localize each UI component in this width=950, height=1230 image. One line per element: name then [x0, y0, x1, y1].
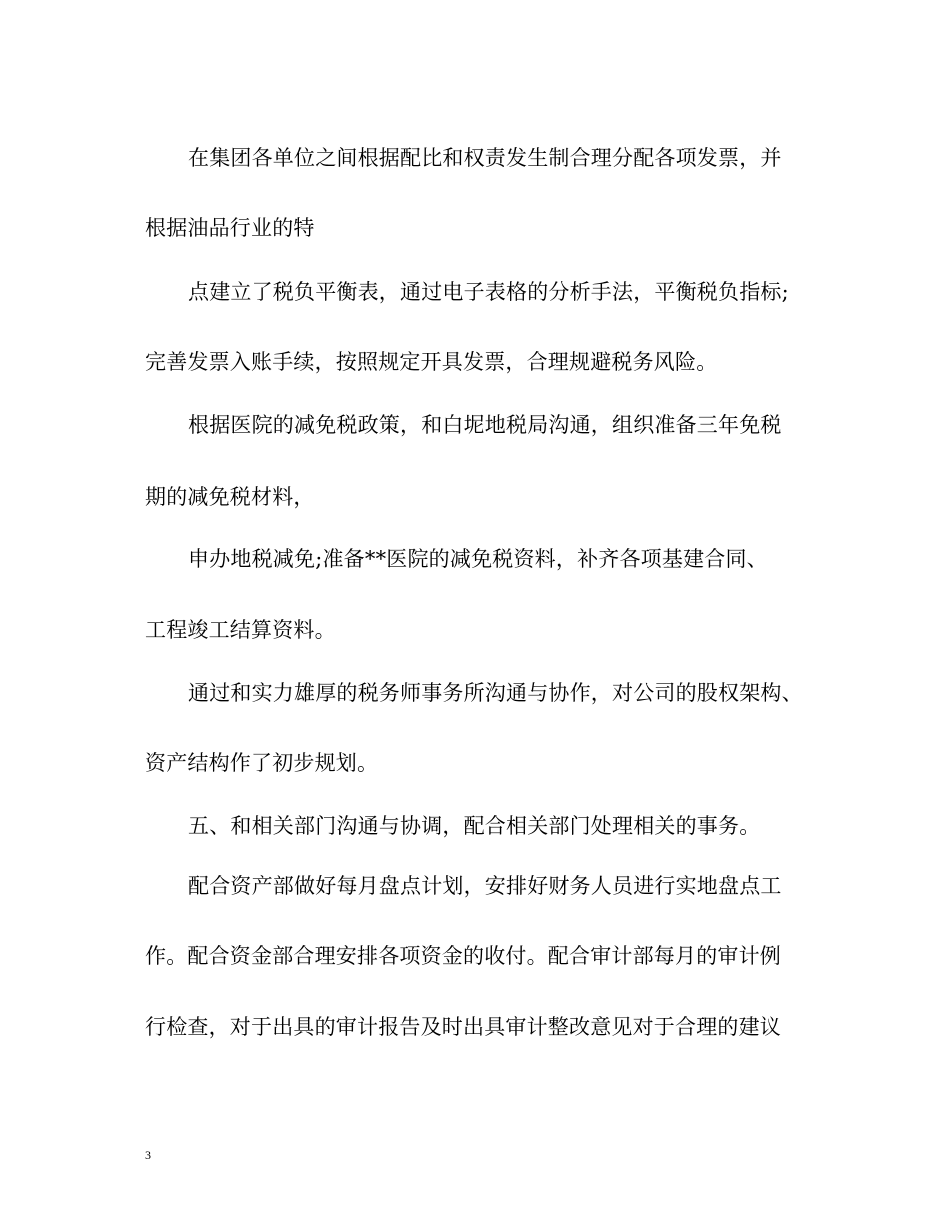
text-line: 点建立了税负平衡表，通过电子表格的分析手法，平衡税负指标;	[188, 280, 789, 304]
text-line: 行检查，对于出具的审计报告及时出具审计整改意见对于合理的建议	[145, 1015, 781, 1039]
text-line: 根据油品行业的特	[145, 216, 315, 240]
text-line: 工程竣工结算资料。	[145, 618, 336, 642]
text-line: 期的减免税材料，	[145, 485, 315, 509]
text-line: 完善发票入账手续，按照规定开具发票，合理规避税务风险。	[145, 350, 718, 374]
text-line: 配合资产部做好每月盘点计划，安排好财务人员进行实地盘点工	[188, 874, 782, 898]
text-line: 资产结构作了初步规划。	[145, 751, 379, 775]
text-line: 通过和实力雄厚的税务师事务所沟通与协作，对公司的股权架构、	[188, 681, 803, 705]
page-number: 3	[145, 1148, 151, 1162]
text-line: 五、和相关部门沟通与协调，配合相关部门处理相关的事务。	[188, 814, 761, 838]
text-line: 作。配合资金部合理安排各项资金的收付。配合审计部每月的审计例	[145, 944, 781, 968]
text-line: 根据医院的减免税政策，和白坭地税局沟通，组织准备三年免税	[188, 413, 782, 437]
text-line: 在集团各单位之间根据配比和权责发生制合理分配各项发票，并	[188, 146, 782, 170]
text-line: 申办地税减免;准备**医院的减免税资料，补齐各项基建合同、	[188, 547, 768, 571]
